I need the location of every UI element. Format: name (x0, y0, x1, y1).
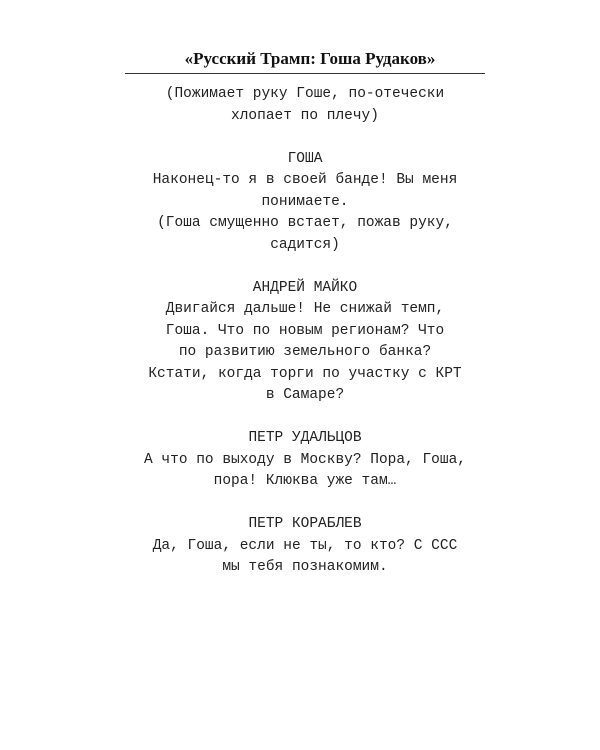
spacer (120, 493, 490, 515)
dialogue-line: Наконец-то я в своей банде! Вы меня (152, 172, 458, 188)
spacer (120, 407, 490, 429)
script-body (120, 84, 490, 579)
dialogue-line: понимаете. (261, 193, 349, 210)
dialogue-line: А что по выходу в Москву? Пора, Гоша, (144, 451, 466, 468)
title-divider (125, 73, 485, 74)
dialogue-line: Гоша. Что по новым регионам? Что (165, 322, 445, 339)
dialogue-block (120, 428, 490, 493)
stage-direction-line: садится) (270, 236, 340, 253)
dialogue-block (120, 278, 490, 407)
stage-direction-line: (Гоша смущенно встает, пожав руку, (157, 215, 453, 231)
dialogue-line: Да, Гоша, если не ты, то кто? С ССС (152, 537, 458, 554)
page-title: «Русский Трамп: Гоша Рудаков» (184, 49, 436, 68)
spacer (120, 256, 490, 278)
dialogue-line: в Самаре? (265, 387, 345, 403)
speaker-name: ГОША (287, 150, 323, 167)
dialogue-line: мы тебя познакомим. (222, 559, 388, 575)
stage-direction-line: хлопает по плечу) (231, 107, 379, 124)
dialogue-line: пора! Клюква уже там… (213, 473, 397, 489)
speaker-name: ПЕТР УДАЛЬЦОВ (248, 430, 362, 446)
dialogue-block (120, 514, 490, 579)
dialogue-line: по развитию земельного банка? (178, 344, 432, 360)
dialogue-line: Двигайся дальше! Не снижай темп, (165, 301, 445, 317)
dialogue-block (120, 149, 490, 257)
spacer (120, 127, 490, 149)
stage-direction-line: (Пожимает руку Гоше, по-отечески (165, 86, 445, 102)
speaker-name: ПЕТР КОРАБЛЕВ (248, 516, 362, 532)
dialogue-line: Кстати, когда торги по участку с КРТ (148, 365, 462, 382)
stage-direction (120, 84, 490, 127)
speaker-name: АНДРЕЙ МАЙКО (252, 279, 358, 296)
